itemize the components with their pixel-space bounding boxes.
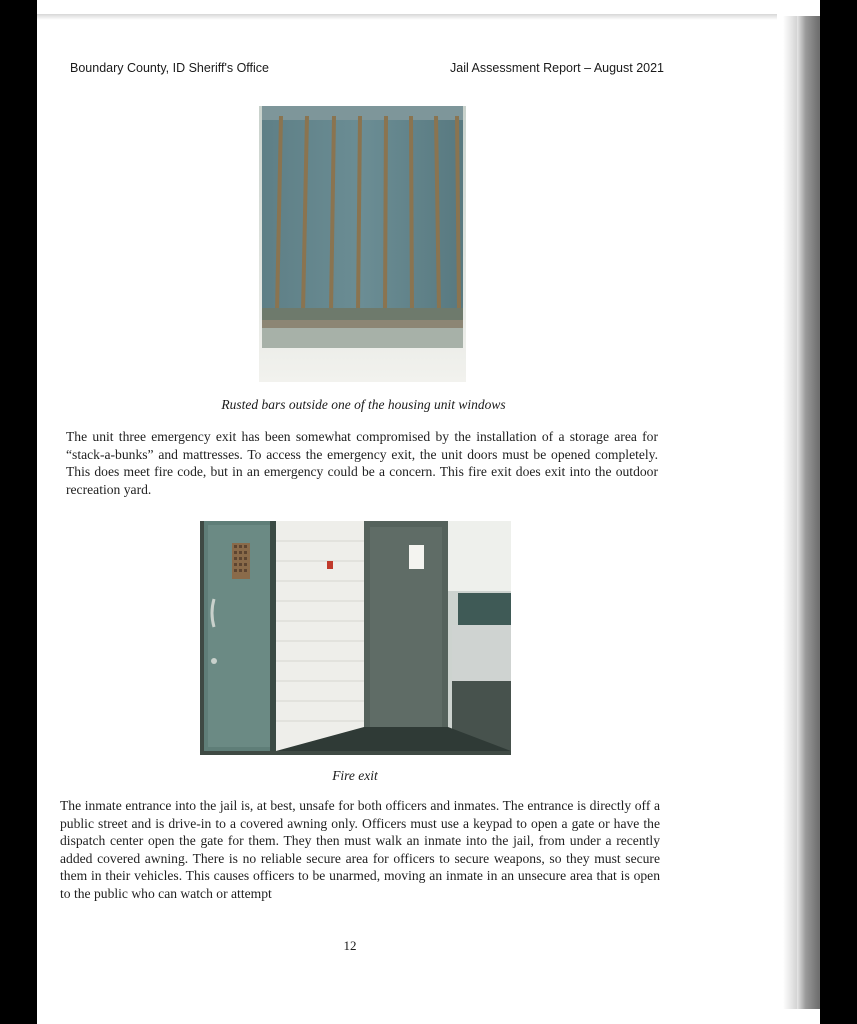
- header-report-title: Jail Assessment Report – August 2021: [450, 61, 665, 75]
- document-page: [37, 0, 820, 1024]
- header-agency: Boundary County, ID Sheriff's Office: [70, 61, 270, 75]
- figure-caption: Fire exit: [332, 768, 378, 783]
- paragraph: The unit three emergency exit has been somewhat compromised by the installation of a storage area for “stack-a-bunks” and mattresses. To access the emergency exit, the unit doors must be opened completely. This does meet fire code, but in an emergency could be a concern. This fire exit does exit into the outdoor recreation yard.: [66, 429, 658, 497]
- photo-fire-exit: [200, 521, 511, 755]
- page-binding-shadow: [797, 16, 820, 1009]
- photo-rusted-bars: [259, 106, 466, 382]
- paragraph: The inmate entrance into the jail is, at best, unsafe for both officers and inmates. The entrance is directly off a public street and is drive-in to a covered awning only. Officers must use a keypad to open a gate or have the dispatch center open the gate for them. They then must walk an inmate into the jail, from under a recently added covered awning. There is no reliable secure area for officers to secure weapons, so they must secure them in their vehicles. This causes officers to be unarmed, moving an inmate in an unsecure area that is open to the public who can watch or attempt: [60, 798, 660, 901]
- page-number: 12: [343, 938, 357, 953]
- scan-edge: [37, 14, 777, 20]
- figure-caption: Rusted bars outside one of the housing unit windows: [221, 397, 506, 412]
